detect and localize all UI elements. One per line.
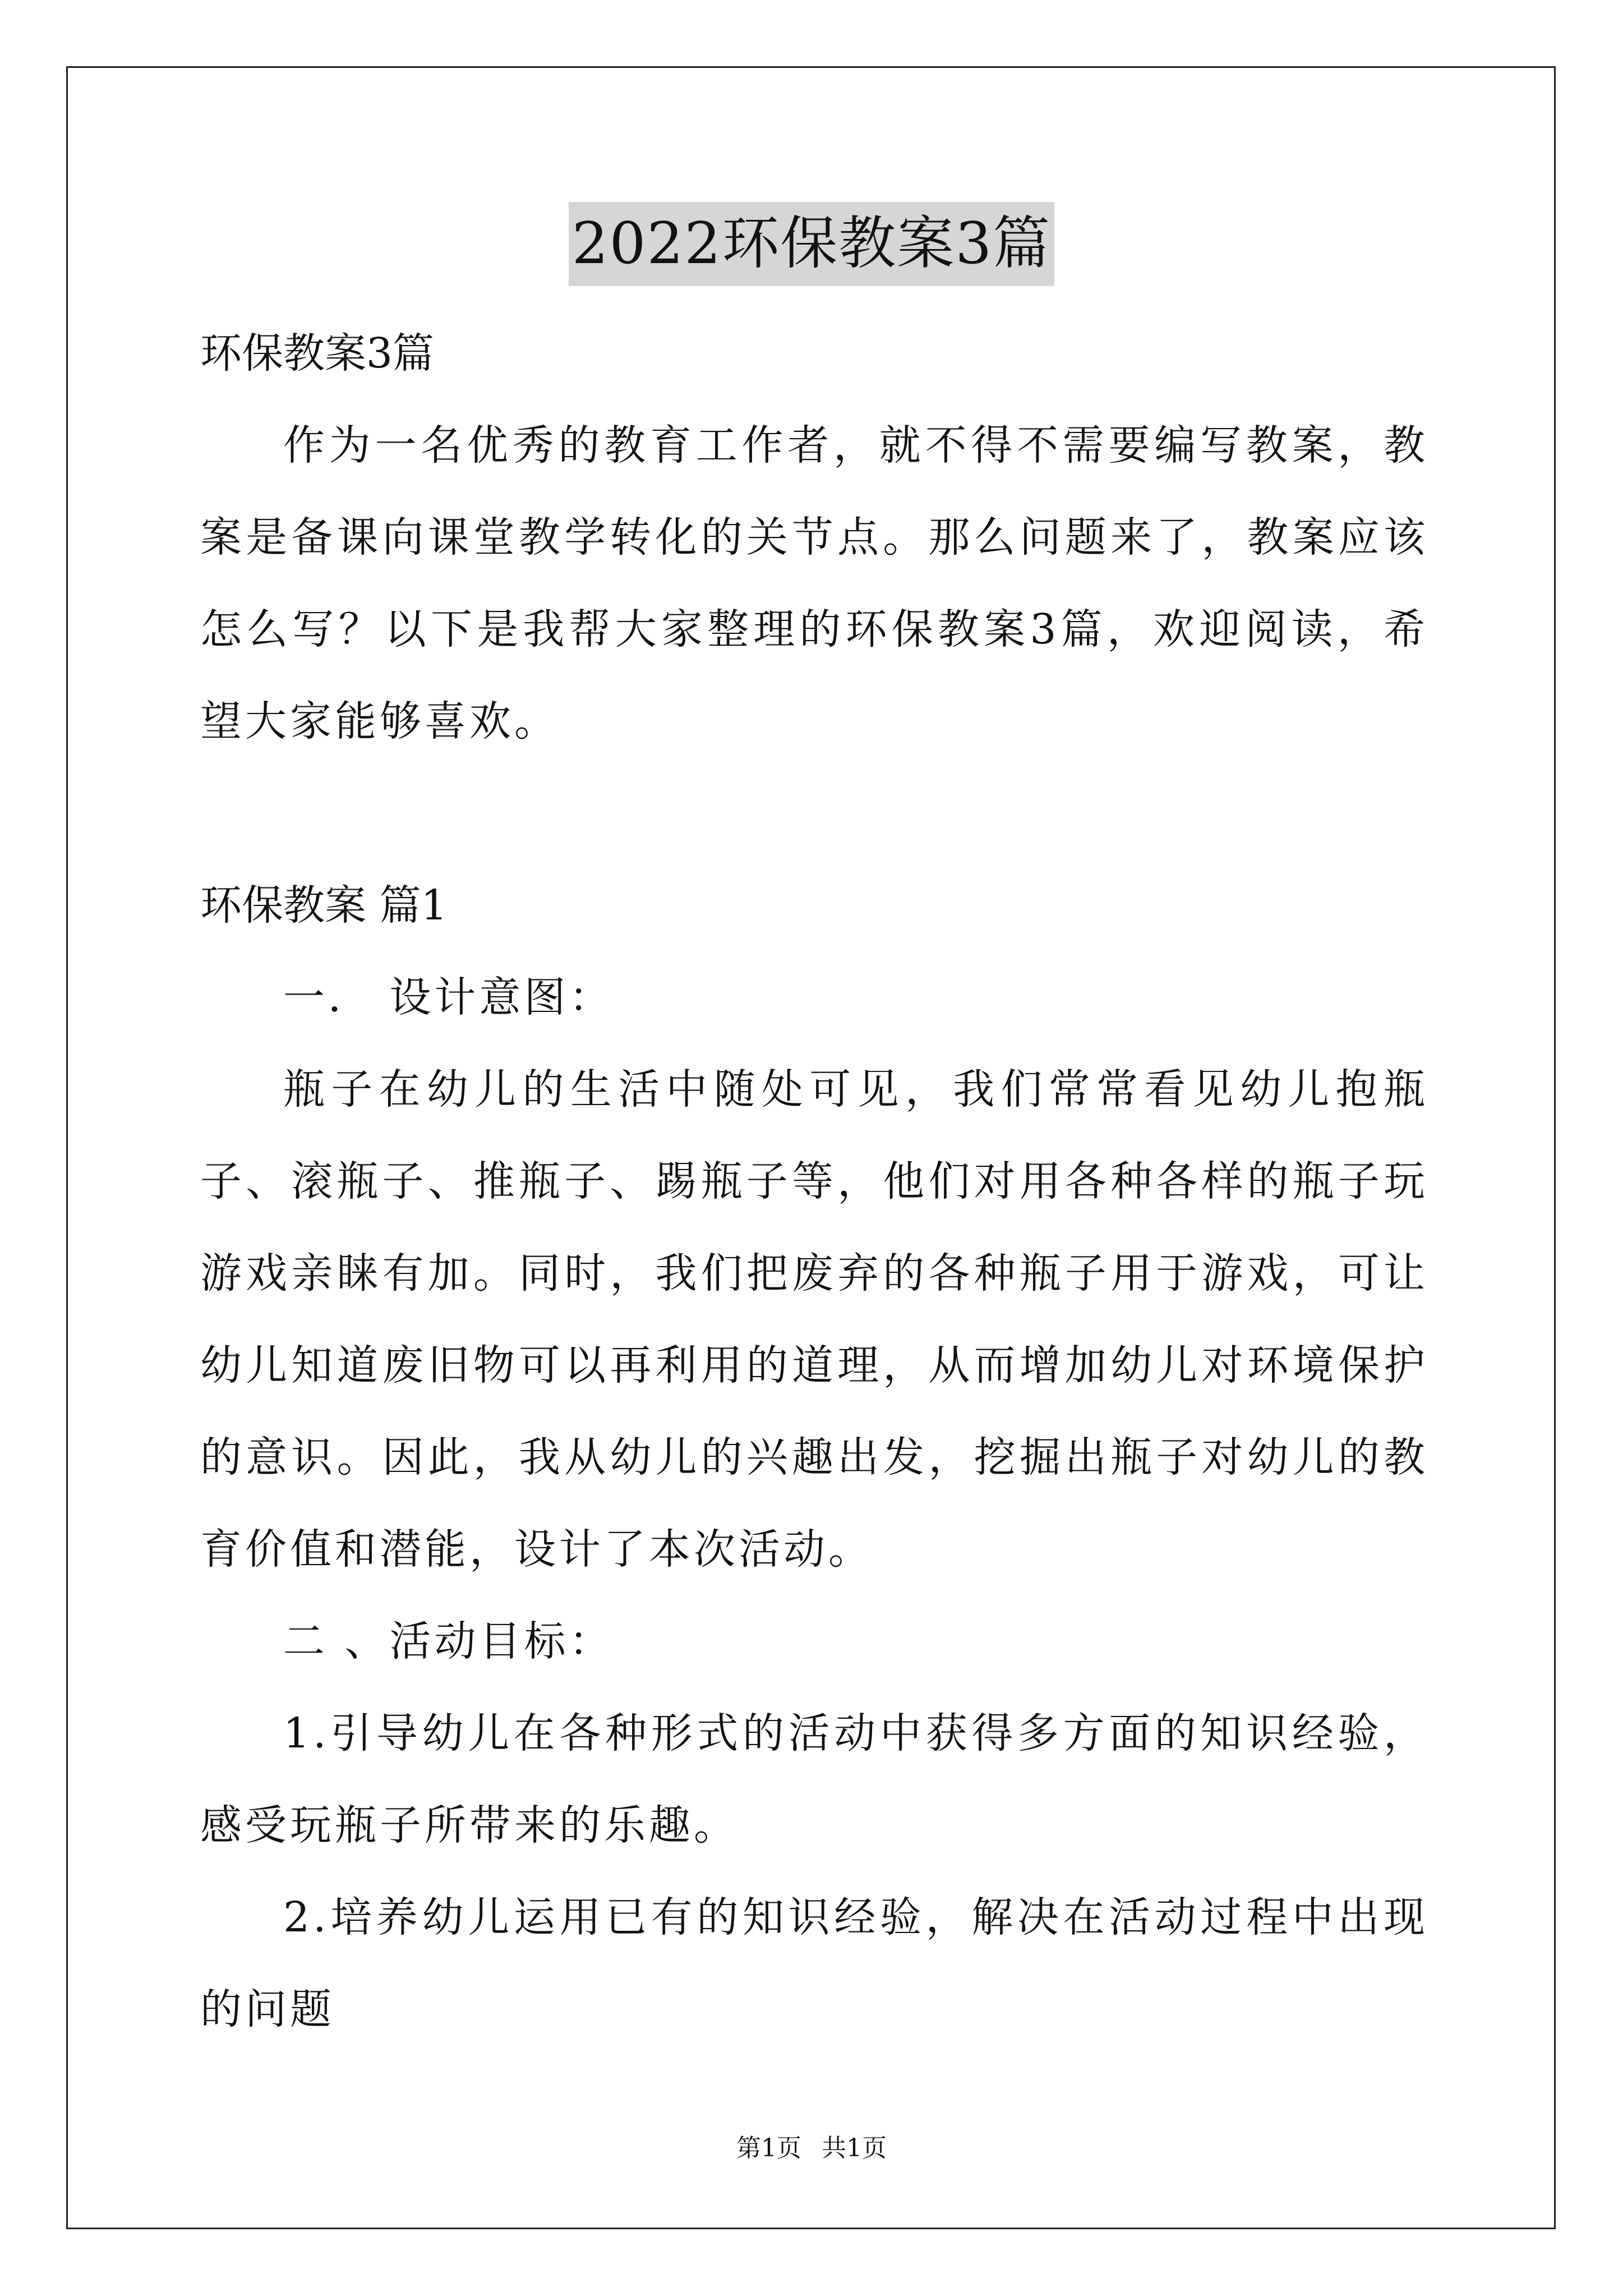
section-heading: 环保教案 篇1 (200, 881, 448, 930)
title-container (0, 202, 1623, 286)
document-body (200, 307, 1428, 2055)
page-total: 共1页 (822, 2134, 887, 2162)
spacer (200, 767, 1428, 859)
document-title: 2022环保教案3篇 (569, 202, 1054, 286)
page-number: 第1页 (736, 2134, 801, 2162)
page-footer (0, 2132, 1623, 2165)
goal-item-2: 2.培养幼儿运用已有的知识经验，解决在活动过程中出现的问题 (200, 1893, 1428, 2033)
goal-heading: 二 、活动目标： (283, 1617, 614, 1665)
goal-item-1: 1.引导幼儿在各种形式的活动中获得多方面的知识经验，感受玩瓶子所带来的乐趣。 (200, 1709, 1428, 1849)
design-paragraph: 瓶子在幼儿的生活中随处可见，我们常常看见幼儿抱瓶子、滚瓶子、推瓶子、踢瓶子等，他们对用各种各样的瓶子玩游戏亲睐有加。同时，我们把废弃的各种瓶子用于游戏，可让幼儿知道废旧物可以再利用的道理，从而增加幼儿对环境保护的意识。因此，我从幼儿的兴趣出发，挖掘出瓶子对幼儿的教育价值和潜能，设计了本次活动。 (200, 1065, 1428, 1573)
intro-paragraph: 作为一名优秀的教育工作者，就不得不需要编写教案，教案是备课向课堂教学转化的关节点。那么问题来了，教案应该怎么写？以下是我帮大家整理的环保教案3篇，欢迎阅读，希望大家能够喜欢。 (200, 421, 1428, 746)
document-subtitle: 环保教案3篇 (200, 329, 435, 378)
design-heading: 一． 设计意图： (283, 973, 614, 1022)
